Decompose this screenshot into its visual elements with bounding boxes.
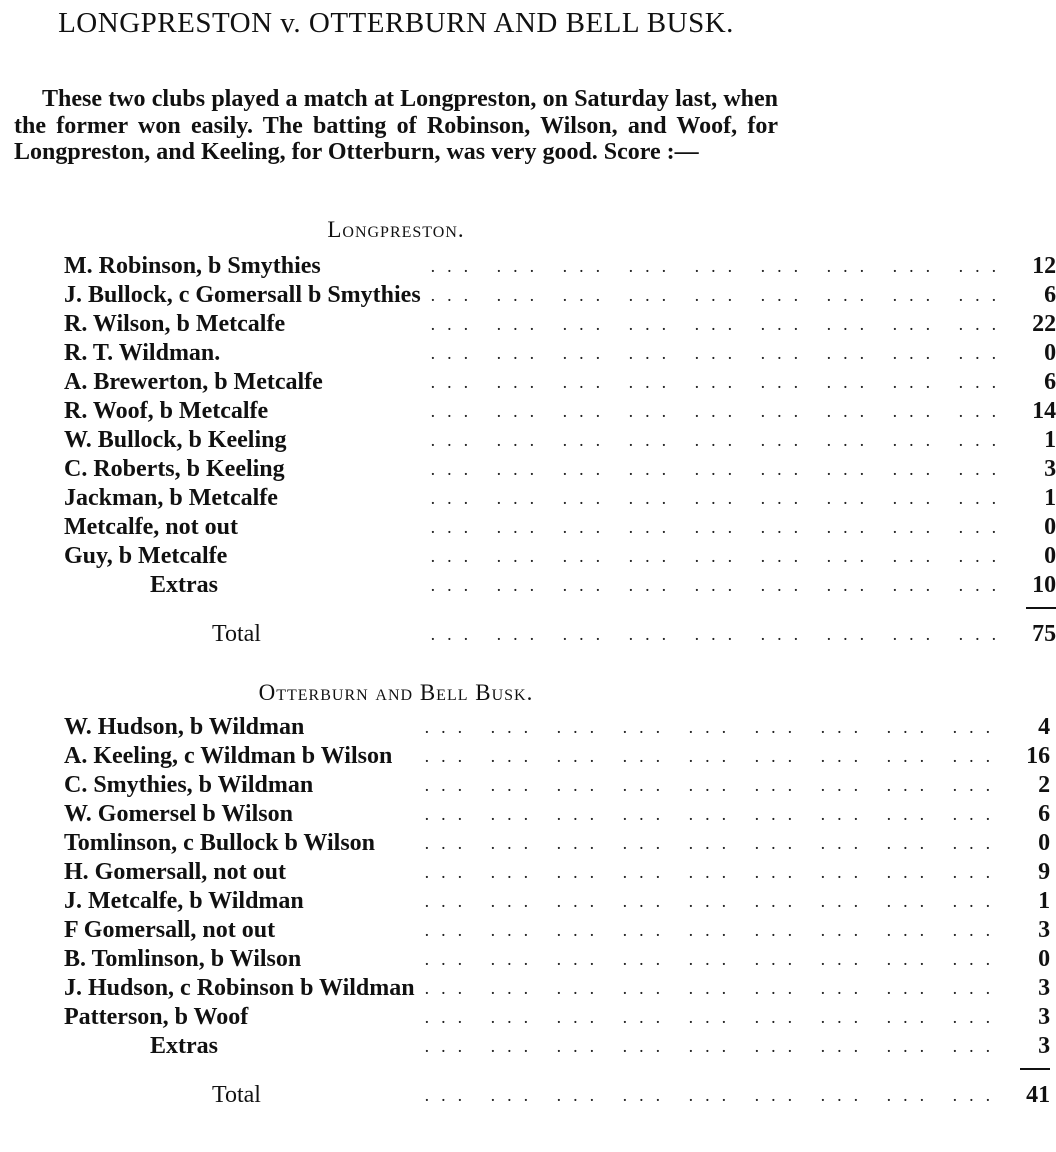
otterburn-scorecard [64, 713, 1050, 1110]
batsman-name: F Gomersall, not out [64, 917, 276, 943]
batsman-runs: 0 [1044, 340, 1056, 366]
batsman-name: J. Metcalfe, b Wildman [64, 888, 304, 914]
otterburn-heading: Otterburn and Bell Busk. [258, 680, 534, 705]
dot-leader: ... ... ... ... ... ... ... ... ... [430, 459, 1009, 479]
batsman-row [64, 281, 1056, 310]
dot-leader: ... ... ... ... ... ... ... ... ... [424, 891, 1003, 911]
dot-leader: ... ... ... ... ... ... ... ... ... [424, 1007, 1003, 1027]
batsman-runs: 3 [1038, 975, 1051, 1001]
batsman-name: R. T. Wildman. [64, 340, 221, 366]
batsman-name: C. Roberts, b Keeling [64, 456, 285, 482]
total-rule-row [64, 1061, 1050, 1075]
batsman-runs: 9 [1038, 859, 1051, 885]
total-row [64, 614, 1056, 649]
batsman-row [64, 800, 1050, 829]
batsman-name: J. Hudson, c Robinson b Wildman [64, 975, 415, 1001]
batsman-row [64, 945, 1050, 974]
batsman-row [64, 368, 1056, 397]
dot-leader: ... ... ... ... ... ... ... ... ... [430, 546, 1009, 566]
dot-leader: ... ... ... ... ... ... ... ... ... [430, 314, 1009, 334]
batsman-runs: 0 [1038, 946, 1051, 972]
batsman-runs: 6 [1044, 369, 1056, 395]
batsman-row [64, 484, 1056, 513]
batsman-row [64, 397, 1056, 426]
dot-leader: ... ... ... ... ... ... ... ... ... [430, 575, 1009, 595]
longpreston-scorecard [64, 252, 1056, 649]
batsman-row [64, 339, 1056, 368]
batsman-row [64, 1003, 1050, 1032]
batsman-name: Guy, b Metcalfe [64, 543, 228, 569]
batsman-name: B. Tomlinson, b Wilson [64, 946, 302, 972]
batsman-name: W. Bullock, b Keeling [64, 427, 287, 453]
longpreston-heading: Longpreston. [327, 217, 465, 242]
batsman-name: R. Wilson, b Metcalfe [64, 311, 286, 337]
total-runs: 75 [1032, 621, 1056, 647]
extras-row [64, 571, 1056, 600]
batsman-row [64, 542, 1056, 571]
dot-leader: ... ... ... ... ... ... ... ... ... [430, 285, 1009, 305]
total-label: Total [212, 1082, 261, 1108]
dot-leader: ... ... ... ... ... ... ... ... ... [430, 401, 1009, 421]
total-runs: 41 [1026, 1082, 1051, 1108]
batsman-name: C. Smythies, b Wildman [64, 772, 314, 798]
dot-leader: ... ... ... ... ... ... ... ... ... [424, 1085, 1003, 1105]
dot-leader: ... ... ... ... ... ... ... ... ... [430, 488, 1009, 508]
batsman-runs: 1 [1038, 888, 1051, 914]
batsman-row [64, 771, 1050, 800]
extras-label: Extras [150, 572, 218, 598]
batsman-name: Patterson, b Woof [64, 1004, 249, 1030]
extras-runs: 10 [1032, 572, 1056, 598]
batsman-runs: 16 [1026, 743, 1051, 769]
batsman-runs: 4 [1038, 714, 1051, 740]
dot-leader: ... ... ... ... ... ... ... ... ... [430, 430, 1009, 450]
dot-leader: ... ... ... ... ... ... ... ... ... [430, 343, 1009, 363]
batsman-name: Jackman, b Metcalfe [64, 485, 278, 511]
batsman-row [64, 974, 1050, 1003]
dot-leader: ... ... ... ... ... ... ... ... ... [430, 372, 1009, 392]
batsman-runs: 0 [1044, 543, 1056, 569]
batsman-name: J. Bullock, c Gomersall b Smythies [64, 282, 421, 308]
batsman-runs: 3 [1044, 456, 1056, 482]
dot-leader: ... ... ... ... ... ... ... ... ... [424, 775, 1003, 795]
dot-leader: ... ... ... ... ... ... ... ... ... [424, 949, 1003, 969]
dot-leader: ... ... ... ... ... ... ... ... ... [424, 833, 1003, 853]
batsman-name: M. Robinson, b Smythies [64, 253, 321, 279]
batsman-runs: 22 [1032, 311, 1056, 337]
batsman-name: Tomlinson, c Bullock b Wilson [64, 830, 376, 856]
dot-leader: ... ... ... ... ... ... ... ... ... [424, 717, 1003, 737]
match-report-paragraph: These two clubs played a match at Longpreston, on Saturday last, when the former won easily. The batting of Robinson, Wilson, and Woof, for Longpreston, and Keeling, for Otterburn, was very good. Score :— [14, 86, 778, 165]
batsman-name: H. Gomersall, not out [64, 859, 286, 885]
batsman-runs: 3 [1038, 917, 1051, 943]
dot-leader: ... ... ... ... ... ... ... ... ... [430, 256, 1009, 276]
batsman-runs: 0 [1044, 514, 1056, 540]
dot-leader: ... ... ... ... ... ... ... ... ... [424, 804, 1003, 824]
total-label: Total [212, 621, 261, 647]
batsman-name: A. Brewerton, b Metcalfe [64, 369, 323, 395]
total-rule [1026, 607, 1056, 609]
dot-leader: ... ... ... ... ... ... ... ... ... [424, 920, 1003, 940]
dot-leader: ... ... ... ... ... ... ... ... ... [430, 624, 1009, 644]
batsman-name: R. Woof, b Metcalfe [64, 398, 269, 424]
batsman-name: W. Hudson, b Wildman [64, 714, 305, 740]
dot-leader: ... ... ... ... ... ... ... ... ... [424, 1036, 1003, 1056]
batsman-row [64, 426, 1056, 455]
batsman-runs: 3 [1038, 1004, 1051, 1030]
batsman-name: A. Keeling, c Wildman b Wilson [64, 743, 393, 769]
article-headline: LONGPRESTON v. OTTERBURN AND BELL BUSK. [58, 7, 734, 39]
batsman-row [64, 829, 1050, 858]
batsman-name: W. Gomersel b Wilson [64, 801, 293, 827]
batsman-runs: 14 [1032, 398, 1056, 424]
total-row [64, 1075, 1050, 1110]
extras-label: Extras [150, 1033, 218, 1059]
batsman-row [64, 513, 1056, 542]
batsman-row [64, 713, 1050, 742]
extras-row [64, 1032, 1050, 1061]
dot-leader: ... ... ... ... ... ... ... ... ... [424, 978, 1003, 998]
total-rule-row [64, 600, 1056, 614]
batsman-row [64, 887, 1050, 916]
batsman-runs: 0 [1038, 830, 1051, 856]
batsman-runs: 1 [1044, 485, 1056, 511]
batsman-row [64, 310, 1056, 339]
batsman-runs: 2 [1038, 772, 1051, 798]
batsman-row [64, 916, 1050, 945]
dot-leader: ... ... ... ... ... ... ... ... ... [424, 862, 1003, 882]
batsman-runs: 6 [1044, 282, 1056, 308]
batsman-row [64, 858, 1050, 887]
batsman-row [64, 455, 1056, 484]
dot-leader: ... ... ... ... ... ... ... ... ... [430, 517, 1009, 537]
dot-leader: ... ... ... ... ... ... ... ... ... [424, 746, 1003, 766]
batsman-runs: 12 [1032, 253, 1056, 279]
batsman-row [64, 252, 1056, 281]
extras-runs: 3 [1038, 1033, 1051, 1059]
total-rule [1020, 1068, 1050, 1070]
batsman-name: Metcalfe, not out [64, 514, 238, 540]
batsman-row [64, 742, 1050, 771]
batsman-runs: 6 [1038, 801, 1051, 827]
batsman-runs: 1 [1044, 427, 1056, 453]
